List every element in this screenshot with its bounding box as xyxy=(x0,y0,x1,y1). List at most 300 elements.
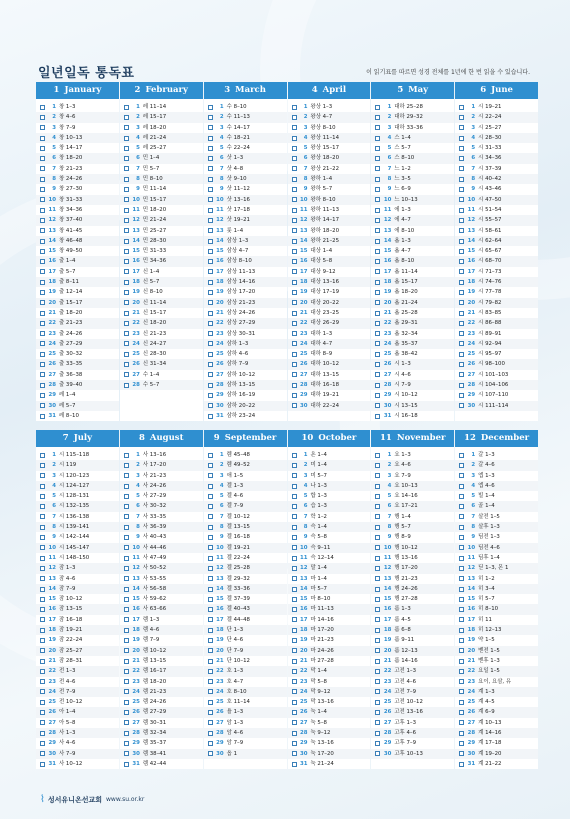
day-checkbox[interactable] xyxy=(375,679,380,684)
day-checkbox[interactable] xyxy=(459,453,464,458)
day-checkbox[interactable] xyxy=(459,484,464,489)
day-checkbox[interactable] xyxy=(292,720,297,725)
day-checkbox[interactable] xyxy=(459,269,464,274)
day-checkbox[interactable] xyxy=(208,720,213,725)
day-checkbox[interactable] xyxy=(375,187,380,192)
day-checkbox[interactable] xyxy=(292,372,297,377)
day-checkbox[interactable] xyxy=(292,751,297,756)
day-checkbox[interactable] xyxy=(40,576,45,581)
day-checkbox[interactable] xyxy=(124,259,129,264)
day-checkbox[interactable] xyxy=(375,177,380,182)
day-checkbox[interactable] xyxy=(459,352,464,357)
day-checkbox[interactable] xyxy=(208,628,213,633)
day-checkbox[interactable] xyxy=(208,607,213,612)
day-checkbox[interactable] xyxy=(375,504,380,509)
day-checkbox[interactable] xyxy=(375,473,380,478)
day-checkbox[interactable] xyxy=(459,239,464,244)
day-checkbox[interactable] xyxy=(208,556,213,561)
day-checkbox[interactable] xyxy=(208,156,213,161)
day-checkbox[interactable] xyxy=(292,383,297,388)
day-checkbox[interactable] xyxy=(40,414,45,419)
day-checkbox[interactable] xyxy=(124,720,129,725)
day-checkbox[interactable] xyxy=(459,166,464,171)
day-checkbox[interactable] xyxy=(208,177,213,182)
day-checkbox[interactable] xyxy=(124,383,129,388)
day-checkbox[interactable] xyxy=(40,372,45,377)
day-checkbox[interactable] xyxy=(292,545,297,550)
day-checkbox[interactable] xyxy=(459,741,464,746)
day-checkbox[interactable] xyxy=(40,208,45,213)
day-checkbox[interactable] xyxy=(375,587,380,592)
day-checkbox[interactable] xyxy=(124,463,129,468)
day-checkbox[interactable] xyxy=(292,576,297,581)
day-checkbox[interactable] xyxy=(375,659,380,664)
day-checkbox[interactable] xyxy=(292,659,297,664)
day-checkbox[interactable] xyxy=(292,331,297,336)
day-checkbox[interactable] xyxy=(208,597,213,602)
day-checkbox[interactable] xyxy=(292,218,297,223)
day-checkbox[interactable] xyxy=(459,731,464,736)
day-checkbox[interactable] xyxy=(292,689,297,694)
day-checkbox[interactable] xyxy=(459,587,464,592)
day-checkbox[interactable] xyxy=(124,473,129,478)
day-checkbox[interactable] xyxy=(40,300,45,305)
day-checkbox[interactable] xyxy=(124,453,129,458)
day-checkbox[interactable] xyxy=(208,300,213,305)
day-checkbox[interactable] xyxy=(292,731,297,736)
day-checkbox[interactable] xyxy=(292,321,297,326)
day-checkbox[interactable] xyxy=(292,710,297,715)
day-checkbox[interactable] xyxy=(375,525,380,530)
day-checkbox[interactable] xyxy=(208,545,213,550)
day-checkbox[interactable] xyxy=(40,197,45,202)
day-checkbox[interactable] xyxy=(459,597,464,602)
day-checkbox[interactable] xyxy=(292,136,297,141)
day-checkbox[interactable] xyxy=(292,362,297,367)
day-checkbox[interactable] xyxy=(459,156,464,161)
day-checkbox[interactable] xyxy=(375,228,380,233)
day-checkbox[interactable] xyxy=(292,393,297,398)
day-checkbox[interactable] xyxy=(124,290,129,295)
day-checkbox[interactable] xyxy=(375,628,380,633)
day-checkbox[interactable] xyxy=(292,290,297,295)
day-checkbox[interactable] xyxy=(124,166,129,171)
day-checkbox[interactable] xyxy=(40,352,45,357)
day-checkbox[interactable] xyxy=(208,617,213,622)
day-checkbox[interactable] xyxy=(40,587,45,592)
day-checkbox[interactable] xyxy=(375,403,380,408)
day-checkbox[interactable] xyxy=(208,473,213,478)
day-checkbox[interactable] xyxy=(124,239,129,244)
day-checkbox[interactable] xyxy=(124,504,129,509)
day-checkbox[interactable] xyxy=(124,710,129,715)
day-checkbox[interactable] xyxy=(375,638,380,643)
day-checkbox[interactable] xyxy=(375,208,380,213)
day-checkbox[interactable] xyxy=(375,751,380,756)
day-checkbox[interactable] xyxy=(459,689,464,694)
day-checkbox[interactable] xyxy=(124,352,129,357)
day-checkbox[interactable] xyxy=(124,587,129,592)
day-checkbox[interactable] xyxy=(375,166,380,171)
day-checkbox[interactable] xyxy=(459,494,464,499)
day-checkbox[interactable] xyxy=(208,362,213,367)
day-checkbox[interactable] xyxy=(124,762,129,767)
day-checkbox[interactable] xyxy=(459,341,464,346)
day-checkbox[interactable] xyxy=(292,125,297,130)
day-checkbox[interactable] xyxy=(375,197,380,202)
day-checkbox[interactable] xyxy=(40,249,45,254)
day-checkbox[interactable] xyxy=(292,669,297,674)
day-checkbox[interactable] xyxy=(292,648,297,653)
day-checkbox[interactable] xyxy=(375,156,380,161)
day-checkbox[interactable] xyxy=(40,362,45,367)
day-checkbox[interactable] xyxy=(375,383,380,388)
day-checkbox[interactable] xyxy=(124,679,129,684)
day-checkbox[interactable] xyxy=(292,700,297,705)
day-checkbox[interactable] xyxy=(124,249,129,254)
day-checkbox[interactable] xyxy=(124,494,129,499)
day-checkbox[interactable] xyxy=(208,146,213,151)
day-checkbox[interactable] xyxy=(124,187,129,192)
day-checkbox[interactable] xyxy=(375,218,380,223)
day-checkbox[interactable] xyxy=(375,331,380,336)
day-checkbox[interactable] xyxy=(208,105,213,110)
day-checkbox[interactable] xyxy=(40,383,45,388)
day-checkbox[interactable] xyxy=(208,239,213,244)
day-checkbox[interactable] xyxy=(208,648,213,653)
day-checkbox[interactable] xyxy=(292,197,297,202)
day-checkbox[interactable] xyxy=(40,535,45,540)
day-checkbox[interactable] xyxy=(124,669,129,674)
day-checkbox[interactable] xyxy=(124,617,129,622)
day-checkbox[interactable] xyxy=(124,125,129,130)
day-checkbox[interactable] xyxy=(375,669,380,674)
day-checkbox[interactable] xyxy=(124,269,129,274)
day-checkbox[interactable] xyxy=(40,628,45,633)
day-checkbox[interactable] xyxy=(40,556,45,561)
day-checkbox[interactable] xyxy=(292,638,297,643)
day-checkbox[interactable] xyxy=(124,731,129,736)
day-checkbox[interactable] xyxy=(40,741,45,746)
day-checkbox[interactable] xyxy=(124,311,129,316)
day-checkbox[interactable] xyxy=(40,700,45,705)
day-checkbox[interactable] xyxy=(292,514,297,519)
day-checkbox[interactable] xyxy=(375,648,380,653)
day-checkbox[interactable] xyxy=(292,628,297,633)
day-checkbox[interactable] xyxy=(292,311,297,316)
day-checkbox[interactable] xyxy=(292,535,297,540)
day-checkbox[interactable] xyxy=(292,617,297,622)
day-checkbox[interactable] xyxy=(375,280,380,285)
day-checkbox[interactable] xyxy=(459,331,464,336)
day-checkbox[interactable] xyxy=(459,545,464,550)
day-checkbox[interactable] xyxy=(208,566,213,571)
day-checkbox[interactable] xyxy=(292,280,297,285)
day-checkbox[interactable] xyxy=(292,300,297,305)
day-checkbox[interactable] xyxy=(208,259,213,264)
day-checkbox[interactable] xyxy=(375,290,380,295)
day-checkbox[interactable] xyxy=(459,115,464,120)
day-checkbox[interactable] xyxy=(375,720,380,725)
day-checkbox[interactable] xyxy=(292,208,297,213)
day-checkbox[interactable] xyxy=(375,617,380,622)
day-checkbox[interactable] xyxy=(459,228,464,233)
day-checkbox[interactable] xyxy=(375,239,380,244)
day-checkbox[interactable] xyxy=(375,269,380,274)
day-checkbox[interactable] xyxy=(375,341,380,346)
day-checkbox[interactable] xyxy=(208,679,213,684)
day-checkbox[interactable] xyxy=(292,166,297,171)
day-checkbox[interactable] xyxy=(375,125,380,130)
day-checkbox[interactable] xyxy=(124,331,129,336)
day-checkbox[interactable] xyxy=(124,341,129,346)
day-checkbox[interactable] xyxy=(208,321,213,326)
day-checkbox[interactable] xyxy=(40,187,45,192)
day-checkbox[interactable] xyxy=(375,414,380,419)
day-checkbox[interactable] xyxy=(375,321,380,326)
day-checkbox[interactable] xyxy=(208,383,213,388)
day-checkbox[interactable] xyxy=(459,146,464,151)
day-checkbox[interactable] xyxy=(208,125,213,130)
day-checkbox[interactable] xyxy=(40,679,45,684)
day-checkbox[interactable] xyxy=(124,576,129,581)
day-checkbox[interactable] xyxy=(40,393,45,398)
day-checkbox[interactable] xyxy=(40,228,45,233)
day-checkbox[interactable] xyxy=(459,720,464,725)
day-checkbox[interactable] xyxy=(459,280,464,285)
day-checkbox[interactable] xyxy=(292,484,297,489)
day-checkbox[interactable] xyxy=(292,566,297,571)
day-checkbox[interactable] xyxy=(208,280,213,285)
day-checkbox[interactable] xyxy=(208,249,213,254)
day-checkbox[interactable] xyxy=(124,228,129,233)
day-checkbox[interactable] xyxy=(459,514,464,519)
day-checkbox[interactable] xyxy=(375,484,380,489)
day-checkbox[interactable] xyxy=(40,648,45,653)
day-checkbox[interactable] xyxy=(40,136,45,141)
day-checkbox[interactable] xyxy=(208,166,213,171)
day-checkbox[interactable] xyxy=(124,741,129,746)
day-checkbox[interactable] xyxy=(124,280,129,285)
day-checkbox[interactable] xyxy=(292,249,297,254)
day-checkbox[interactable] xyxy=(375,362,380,367)
day-checkbox[interactable] xyxy=(208,453,213,458)
day-checkbox[interactable] xyxy=(40,566,45,571)
day-checkbox[interactable] xyxy=(292,187,297,192)
day-checkbox[interactable] xyxy=(124,638,129,643)
day-checkbox[interactable] xyxy=(459,659,464,664)
day-checkbox[interactable] xyxy=(459,762,464,767)
day-checkbox[interactable] xyxy=(459,628,464,633)
day-checkbox[interactable] xyxy=(292,453,297,458)
day-checkbox[interactable] xyxy=(208,218,213,223)
day-checkbox[interactable] xyxy=(208,514,213,519)
day-checkbox[interactable] xyxy=(375,597,380,602)
day-checkbox[interactable] xyxy=(208,689,213,694)
day-checkbox[interactable] xyxy=(208,587,213,592)
day-checkbox[interactable] xyxy=(208,638,213,643)
day-checkbox[interactable] xyxy=(124,146,129,151)
day-checkbox[interactable] xyxy=(375,556,380,561)
day-checkbox[interactable] xyxy=(375,352,380,357)
day-checkbox[interactable] xyxy=(208,484,213,489)
day-checkbox[interactable] xyxy=(459,576,464,581)
day-checkbox[interactable] xyxy=(208,463,213,468)
day-checkbox[interactable] xyxy=(459,300,464,305)
day-checkbox[interactable] xyxy=(124,484,129,489)
day-checkbox[interactable] xyxy=(40,638,45,643)
day-checkbox[interactable] xyxy=(459,187,464,192)
day-checkbox[interactable] xyxy=(208,659,213,664)
day-checkbox[interactable] xyxy=(40,494,45,499)
day-checkbox[interactable] xyxy=(459,607,464,612)
day-checkbox[interactable] xyxy=(375,710,380,715)
day-checkbox[interactable] xyxy=(292,239,297,244)
day-checkbox[interactable] xyxy=(292,146,297,151)
day-checkbox[interactable] xyxy=(459,473,464,478)
day-checkbox[interactable] xyxy=(124,566,129,571)
day-checkbox[interactable] xyxy=(292,504,297,509)
day-checkbox[interactable] xyxy=(208,115,213,120)
day-checkbox[interactable] xyxy=(40,259,45,264)
day-checkbox[interactable] xyxy=(40,504,45,509)
day-checkbox[interactable] xyxy=(459,125,464,130)
day-checkbox[interactable] xyxy=(375,249,380,254)
day-checkbox[interactable] xyxy=(40,689,45,694)
day-checkbox[interactable] xyxy=(375,311,380,316)
day-checkbox[interactable] xyxy=(124,556,129,561)
day-checkbox[interactable] xyxy=(459,700,464,705)
day-checkbox[interactable] xyxy=(208,393,213,398)
day-checkbox[interactable] xyxy=(40,239,45,244)
day-checkbox[interactable] xyxy=(208,525,213,530)
day-checkbox[interactable] xyxy=(459,249,464,254)
day-checkbox[interactable] xyxy=(375,607,380,612)
day-checkbox[interactable] xyxy=(375,700,380,705)
day-checkbox[interactable] xyxy=(459,311,464,316)
day-checkbox[interactable] xyxy=(40,321,45,326)
day-checkbox[interactable] xyxy=(124,525,129,530)
day-checkbox[interactable] xyxy=(208,341,213,346)
day-checkbox[interactable] xyxy=(40,659,45,664)
day-checkbox[interactable] xyxy=(459,638,464,643)
day-checkbox[interactable] xyxy=(40,341,45,346)
day-checkbox[interactable] xyxy=(292,597,297,602)
day-checkbox[interactable] xyxy=(459,362,464,367)
day-checkbox[interactable] xyxy=(292,607,297,612)
day-checkbox[interactable] xyxy=(208,311,213,316)
day-checkbox[interactable] xyxy=(292,403,297,408)
day-checkbox[interactable] xyxy=(375,300,380,305)
day-checkbox[interactable] xyxy=(124,115,129,120)
day-checkbox[interactable] xyxy=(208,669,213,674)
day-checkbox[interactable] xyxy=(40,762,45,767)
day-checkbox[interactable] xyxy=(292,679,297,684)
day-checkbox[interactable] xyxy=(459,393,464,398)
day-checkbox[interactable] xyxy=(40,115,45,120)
day-checkbox[interactable] xyxy=(292,269,297,274)
day-checkbox[interactable] xyxy=(124,197,129,202)
day-checkbox[interactable] xyxy=(375,372,380,377)
day-checkbox[interactable] xyxy=(208,710,213,715)
day-checkbox[interactable] xyxy=(124,535,129,540)
day-checkbox[interactable] xyxy=(459,321,464,326)
day-checkbox[interactable] xyxy=(40,280,45,285)
day-checkbox[interactable] xyxy=(40,453,45,458)
day-checkbox[interactable] xyxy=(208,494,213,499)
day-checkbox[interactable] xyxy=(459,105,464,110)
day-checkbox[interactable] xyxy=(124,597,129,602)
day-checkbox[interactable] xyxy=(375,146,380,151)
day-checkbox[interactable] xyxy=(124,218,129,223)
day-checkbox[interactable] xyxy=(208,576,213,581)
day-checkbox[interactable] xyxy=(40,403,45,408)
day-checkbox[interactable] xyxy=(40,177,45,182)
day-checkbox[interactable] xyxy=(40,669,45,674)
day-checkbox[interactable] xyxy=(124,689,129,694)
day-checkbox[interactable] xyxy=(124,607,129,612)
day-checkbox[interactable] xyxy=(459,535,464,540)
day-checkbox[interactable] xyxy=(40,710,45,715)
day-checkbox[interactable] xyxy=(208,751,213,756)
day-checkbox[interactable] xyxy=(375,566,380,571)
day-checkbox[interactable] xyxy=(208,269,213,274)
day-checkbox[interactable] xyxy=(40,146,45,151)
day-checkbox[interactable] xyxy=(208,197,213,202)
day-checkbox[interactable] xyxy=(208,414,213,419)
day-checkbox[interactable] xyxy=(459,208,464,213)
day-checkbox[interactable] xyxy=(40,617,45,622)
day-checkbox[interactable] xyxy=(459,617,464,622)
day-checkbox[interactable] xyxy=(459,463,464,468)
day-checkbox[interactable] xyxy=(40,514,45,519)
day-checkbox[interactable] xyxy=(124,648,129,653)
day-checkbox[interactable] xyxy=(292,587,297,592)
day-checkbox[interactable] xyxy=(208,290,213,295)
day-checkbox[interactable] xyxy=(208,700,213,705)
day-checkbox[interactable] xyxy=(292,473,297,478)
day-checkbox[interactable] xyxy=(124,156,129,161)
day-checkbox[interactable] xyxy=(292,463,297,468)
day-checkbox[interactable] xyxy=(459,383,464,388)
day-checkbox[interactable] xyxy=(459,403,464,408)
day-checkbox[interactable] xyxy=(40,751,45,756)
day-checkbox[interactable] xyxy=(208,228,213,233)
day-checkbox[interactable] xyxy=(40,597,45,602)
day-checkbox[interactable] xyxy=(375,576,380,581)
day-checkbox[interactable] xyxy=(124,300,129,305)
day-checkbox[interactable] xyxy=(40,720,45,725)
day-checkbox[interactable] xyxy=(459,177,464,182)
day-checkbox[interactable] xyxy=(40,311,45,316)
day-checkbox[interactable] xyxy=(40,125,45,130)
day-checkbox[interactable] xyxy=(40,105,45,110)
day-checkbox[interactable] xyxy=(124,514,129,519)
day-checkbox[interactable] xyxy=(208,208,213,213)
day-checkbox[interactable] xyxy=(124,628,129,633)
day-checkbox[interactable] xyxy=(40,166,45,171)
day-checkbox[interactable] xyxy=(208,136,213,141)
day-checkbox[interactable] xyxy=(459,648,464,653)
day-checkbox[interactable] xyxy=(124,177,129,182)
day-checkbox[interactable] xyxy=(40,218,45,223)
day-checkbox[interactable] xyxy=(208,741,213,746)
day-checkbox[interactable] xyxy=(375,115,380,120)
day-checkbox[interactable] xyxy=(40,463,45,468)
day-checkbox[interactable] xyxy=(459,259,464,264)
day-checkbox[interactable] xyxy=(208,731,213,736)
day-checkbox[interactable] xyxy=(40,269,45,274)
